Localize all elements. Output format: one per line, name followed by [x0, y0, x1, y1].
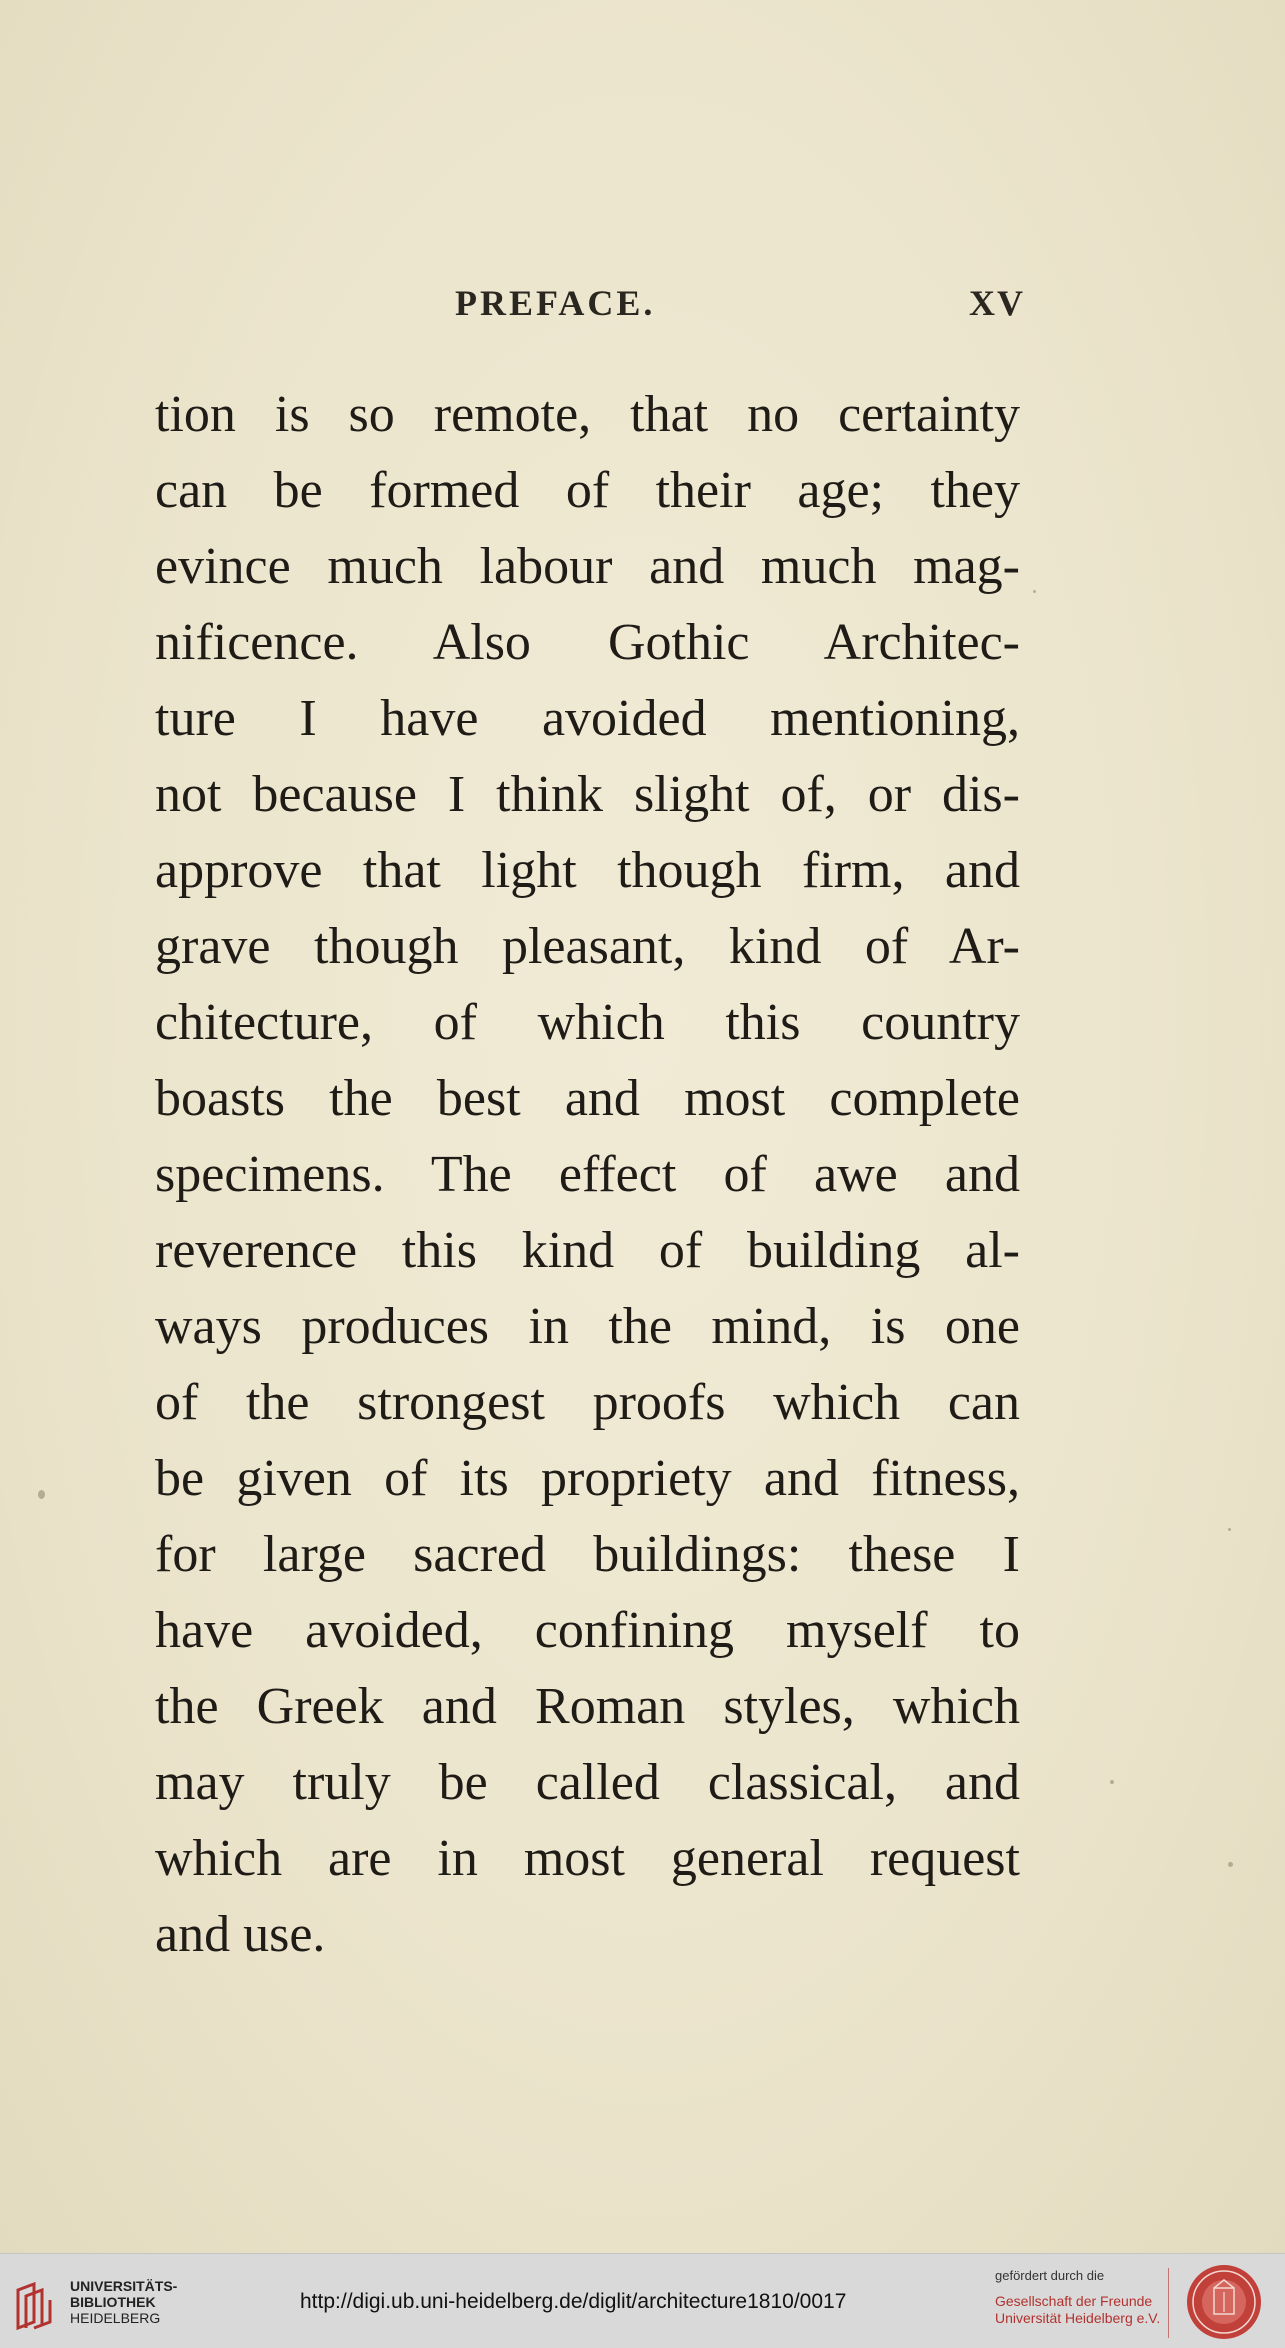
footer-bar: [0, 2253, 1285, 2348]
text-line: for large sacred buildings: these I: [155, 1526, 1020, 1583]
text-line: ture I have avoided mentioning,: [155, 690, 1020, 747]
paper-speck: [1110, 1780, 1114, 1784]
ub-heidelberg-logo-icon: [12, 2280, 60, 2332]
permalink-url[interactable]: http://digi.ub.uni-heidelberg.de/diglit/architecture1810/0017: [300, 2290, 847, 2313]
text-line: tion is so remote, that no certainty: [155, 386, 1020, 443]
paper-speck: [38, 1490, 45, 1499]
text-line: ways produces in the mind, is one: [155, 1298, 1020, 1355]
text-line: not because I think slight of, or dis-: [155, 766, 1020, 823]
text-line: chitecture, of which this country: [155, 994, 1020, 1051]
paper-speck: [1228, 1528, 1231, 1531]
text-line: which are in most general request: [155, 1830, 1020, 1887]
page-number: XV: [969, 283, 1025, 323]
text-line: of the strongest proofs which can: [155, 1374, 1020, 1431]
text-line: have avoided, confining myself to: [155, 1602, 1020, 1659]
text-line: may truly be called classical, and: [155, 1754, 1020, 1811]
sponsor-block: [995, 2268, 1160, 2327]
sponsor-line-1: Gesellschaft der Freunde: [995, 2293, 1153, 2309]
library-name: [70, 2278, 177, 2326]
text-line: evince much labour and much mag-: [155, 538, 1020, 595]
paper-speck: [1033, 590, 1036, 593]
text-line: reverence this kind of building al-: [155, 1222, 1020, 1279]
running-title: PREFACE.: [455, 283, 656, 323]
text-line: and use.: [155, 1906, 326, 1963]
text-line: specimens. The effect of awe and: [155, 1146, 1020, 1203]
paper-speck: [1228, 1862, 1233, 1867]
university-seal-icon: [1184, 2262, 1264, 2342]
library-line-1: UNIVERSITÄTS-: [70, 2278, 178, 2294]
text-line: the Greek and Roman styles, which: [155, 1678, 1020, 1735]
sponsor-divider: [1168, 2268, 1169, 2338]
text-line: can be formed of their age; they: [155, 462, 1020, 519]
body-text: [155, 377, 1020, 1973]
text-line: nificence. Also Gothic Architec-: [155, 614, 1020, 671]
library-line-2: BIBLIOTHEK: [70, 2294, 156, 2310]
running-head: [150, 282, 1025, 332]
text-line: approve that light though firm, and: [155, 842, 1020, 899]
text-line: be given of its propriety and fitness,: [155, 1450, 1020, 1507]
sponsor-line-2: Universität Heidelberg e.V.: [995, 2310, 1161, 2326]
sponsor-label: gefördert durch die: [995, 2268, 1105, 2283]
text-line: grave though pleasant, kind of Ar-: [155, 918, 1020, 975]
library-line-3: HEIDELBERG: [70, 2310, 161, 2326]
text-line: boasts the best and most complete: [155, 1070, 1020, 1127]
